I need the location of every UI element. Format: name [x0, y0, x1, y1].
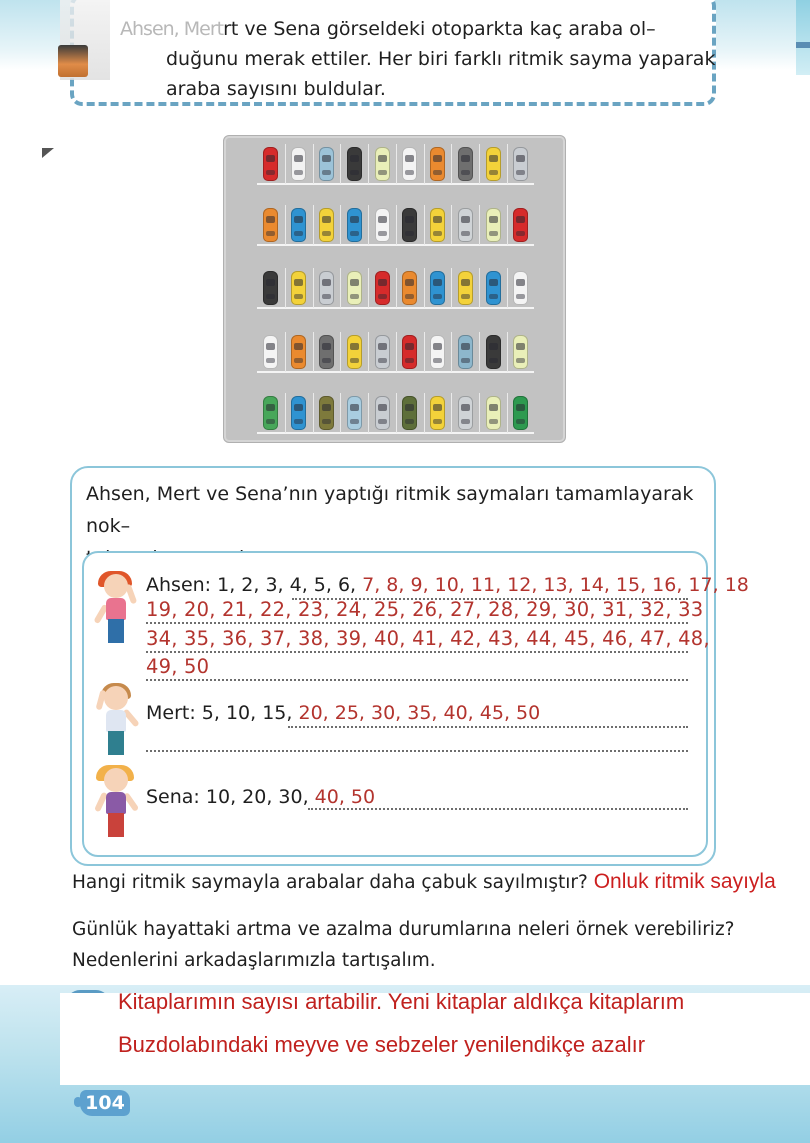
- sena-given-numbers: 10, 20, 30,: [205, 786, 309, 808]
- car-icon: [291, 396, 306, 430]
- mert-character-icon: [96, 686, 136, 758]
- mert-given-numbers: 5, 10, 15,: [201, 702, 293, 724]
- ahsen-label: Ahsen:: [146, 574, 212, 596]
- car-icon: [291, 147, 306, 181]
- question-2-line-1: Günlük hayattaki artma ve azalma durumlarına neleri örnek verebiliriz?: [72, 919, 735, 940]
- ahsen-filled-line-1[interactable]: 7, 8, 9, 10, 11, 12, 13, 14, 15, 16, 17, 18: [362, 574, 749, 596]
- parking-slot: [451, 332, 478, 372]
- car-icon: [263, 147, 278, 181]
- question-2-answer-line-2[interactable]: Buzdolabındaki meyve ve sebzeler yenilendikçe azalır: [118, 1032, 646, 1057]
- parking-slot: [313, 393, 340, 433]
- intro-character-image: [58, 45, 88, 77]
- car-icon: [458, 335, 473, 369]
- parking-slot: [396, 268, 423, 308]
- parking-slot: [285, 268, 312, 308]
- question-2: [72, 914, 772, 976]
- car-icon: [347, 147, 362, 181]
- parking-slot: [368, 332, 395, 372]
- car-icon: [402, 208, 417, 242]
- car-icon: [263, 208, 278, 242]
- parking-slot: [285, 393, 312, 433]
- parking-slot: [340, 144, 367, 184]
- ahsen-filled-line-4[interactable]: 49, 50: [146, 655, 210, 678]
- car-icon: [402, 271, 417, 305]
- right-edge-tab: [796, 42, 810, 48]
- car-icon: [513, 271, 528, 305]
- car-icon: [486, 335, 501, 369]
- parking-slot: [368, 268, 395, 308]
- car-icon: [319, 335, 334, 369]
- sena-label: Sena:: [146, 786, 200, 808]
- ahsen-given-numbers: 1, 2, 3, 4, 5, 6,: [217, 574, 357, 596]
- sena-filled-numbers[interactable]: 40, 50: [314, 786, 376, 808]
- sena-character-icon: [96, 768, 136, 838]
- mert-count-row: [146, 702, 540, 724]
- parking-slot: [424, 393, 451, 433]
- question-2-answer-line-1[interactable]: Kitaplarımın sayısı artabilir. Yeni kitaplar aldıkça kitaplarım: [118, 989, 685, 1014]
- car-icon: [486, 147, 501, 181]
- parking-slot: [507, 144, 534, 184]
- parking-slot: [368, 205, 395, 245]
- car-icon: [319, 208, 334, 242]
- parking-slot: [396, 332, 423, 372]
- parking-slot: [340, 268, 367, 308]
- mert-label: Mert:: [146, 702, 196, 724]
- car-icon: [513, 335, 528, 369]
- dotted-answer-line: [146, 651, 688, 653]
- intro-line-1: [120, 14, 700, 44]
- parking-slot: [313, 144, 340, 184]
- car-icon: [486, 396, 501, 430]
- right-edge-band: [796, 0, 810, 75]
- parking-slot: [507, 332, 534, 372]
- parking-slot: [507, 205, 534, 245]
- parking-slot: [424, 332, 451, 372]
- car-icon: [375, 396, 390, 430]
- parking-row: [257, 394, 534, 434]
- car-icon: [375, 147, 390, 181]
- car-icon: [375, 271, 390, 305]
- intro-line-3: araba sayısını buldular.: [166, 78, 386, 100]
- parking-slot: [313, 268, 340, 308]
- car-icon: [402, 335, 417, 369]
- parking-slot: [368, 144, 395, 184]
- car-icon: [458, 147, 473, 181]
- parking-row: [257, 206, 534, 246]
- task-instruction-line-1: Ahsen, Mert ve Sena’nın yaptığı ritmik saymaları tamamlayarak nok–: [86, 483, 694, 537]
- car-icon: [430, 396, 445, 430]
- parking-slot: [285, 144, 312, 184]
- question-1-text: Hangi ritmik saymayla arabalar daha çabuk sayılmıştır?: [72, 872, 588, 893]
- parking-slot: [479, 268, 506, 308]
- parking-row: [257, 333, 534, 373]
- car-icon: [291, 335, 306, 369]
- question-1-answer[interactable]: Onluk ritmik sayıyla: [593, 870, 776, 893]
- ahsen-count-row: [146, 574, 749, 596]
- car-icon: [430, 271, 445, 305]
- car-icon: [347, 335, 362, 369]
- parking-slot: [507, 268, 534, 308]
- parking-slot: [396, 144, 423, 184]
- parking-slot: [451, 205, 478, 245]
- question-1: [72, 870, 776, 894]
- parking-slot: [257, 393, 284, 433]
- parking-slot: [340, 205, 367, 245]
- dotted-answer-line: [146, 679, 688, 681]
- dotted-answer-line: [146, 622, 688, 624]
- parking-slot: [396, 393, 423, 433]
- parking-slot: [340, 332, 367, 372]
- question-2-line-2: Nedenlerini arkadaşlarımızla tartışalım.: [72, 950, 436, 971]
- parking-slot: [368, 393, 395, 433]
- intro-line-2: duğunu merak ettiler. Her biri farklı ritmik sayma yaparak: [166, 48, 716, 70]
- car-icon: [347, 271, 362, 305]
- parking-slot: [424, 268, 451, 308]
- corner-mark-icon: [42, 148, 54, 158]
- car-icon: [430, 147, 445, 181]
- parking-slot: [396, 205, 423, 245]
- parking-slot: [424, 144, 451, 184]
- parking-slot: [257, 268, 284, 308]
- parking-slot: [424, 205, 451, 245]
- parking-slot: [479, 332, 506, 372]
- parking-slot: [451, 393, 478, 433]
- car-icon: [263, 396, 278, 430]
- ahsen-character-icon: [96, 574, 136, 654]
- dotted-answer-line: [308, 808, 688, 810]
- car-icon: [291, 271, 306, 305]
- car-icon: [458, 271, 473, 305]
- car-icon: [319, 396, 334, 430]
- parking-slot: [257, 332, 284, 372]
- parking-slot: [313, 332, 340, 372]
- car-icon: [458, 396, 473, 430]
- parking-slot: [479, 144, 506, 184]
- car-icon: [430, 335, 445, 369]
- intro-line-1-text: rt ve Sena görseldeki otoparkta kaç araba ol–: [223, 18, 656, 40]
- page-number-badge: 104: [80, 1090, 130, 1116]
- car-icon: [402, 396, 417, 430]
- car-icon: [291, 208, 306, 242]
- car-icon: [513, 147, 528, 181]
- ahsen-filled-line-2[interactable]: 19, 20, 21, 22, 23, 24, 25, 26, 27, 28, 29, 30, 31, 32, 33: [146, 598, 704, 621]
- parking-slot: [313, 205, 340, 245]
- intro-paragraph: [120, 14, 716, 104]
- car-icon: [458, 208, 473, 242]
- parking-slot: [257, 144, 284, 184]
- sena-count-row: [146, 786, 375, 808]
- parking-row: [257, 145, 534, 185]
- ahsen-filled-line-3[interactable]: 34, 35, 36, 37, 38, 39, 40, 41, 42, 43, 44, 45, 46, 47, 48,: [146, 627, 710, 650]
- parking-row: [257, 269, 534, 309]
- car-icon: [513, 396, 528, 430]
- dotted-answer-line: [288, 726, 688, 728]
- car-icon: [263, 271, 278, 305]
- car-icon: [486, 208, 501, 242]
- car-icon: [347, 396, 362, 430]
- car-icon: [319, 271, 334, 305]
- intro-obscured-text: Ahsen, Mert: [120, 18, 224, 40]
- car-icon: [375, 208, 390, 242]
- car-icon: [263, 335, 278, 369]
- parking-slot: [257, 205, 284, 245]
- car-icon: [486, 271, 501, 305]
- parking-slot: [451, 268, 478, 308]
- parking-slot: [507, 393, 534, 433]
- parking-slot: [479, 393, 506, 433]
- parking-lot-illustration: [223, 135, 566, 443]
- parking-slot: [479, 205, 506, 245]
- mert-filled-numbers[interactable]: 20, 25, 30, 35, 40, 45, 50: [298, 702, 541, 724]
- car-icon: [319, 147, 334, 181]
- car-icon: [347, 208, 362, 242]
- car-icon: [402, 147, 417, 181]
- dotted-answer-line: [146, 750, 688, 752]
- parking-slot: [451, 144, 478, 184]
- car-icon: [430, 208, 445, 242]
- parking-slot: [285, 332, 312, 372]
- car-icon: [513, 208, 528, 242]
- parking-slot: [285, 205, 312, 245]
- car-icon: [375, 335, 390, 369]
- parking-slot: [340, 393, 367, 433]
